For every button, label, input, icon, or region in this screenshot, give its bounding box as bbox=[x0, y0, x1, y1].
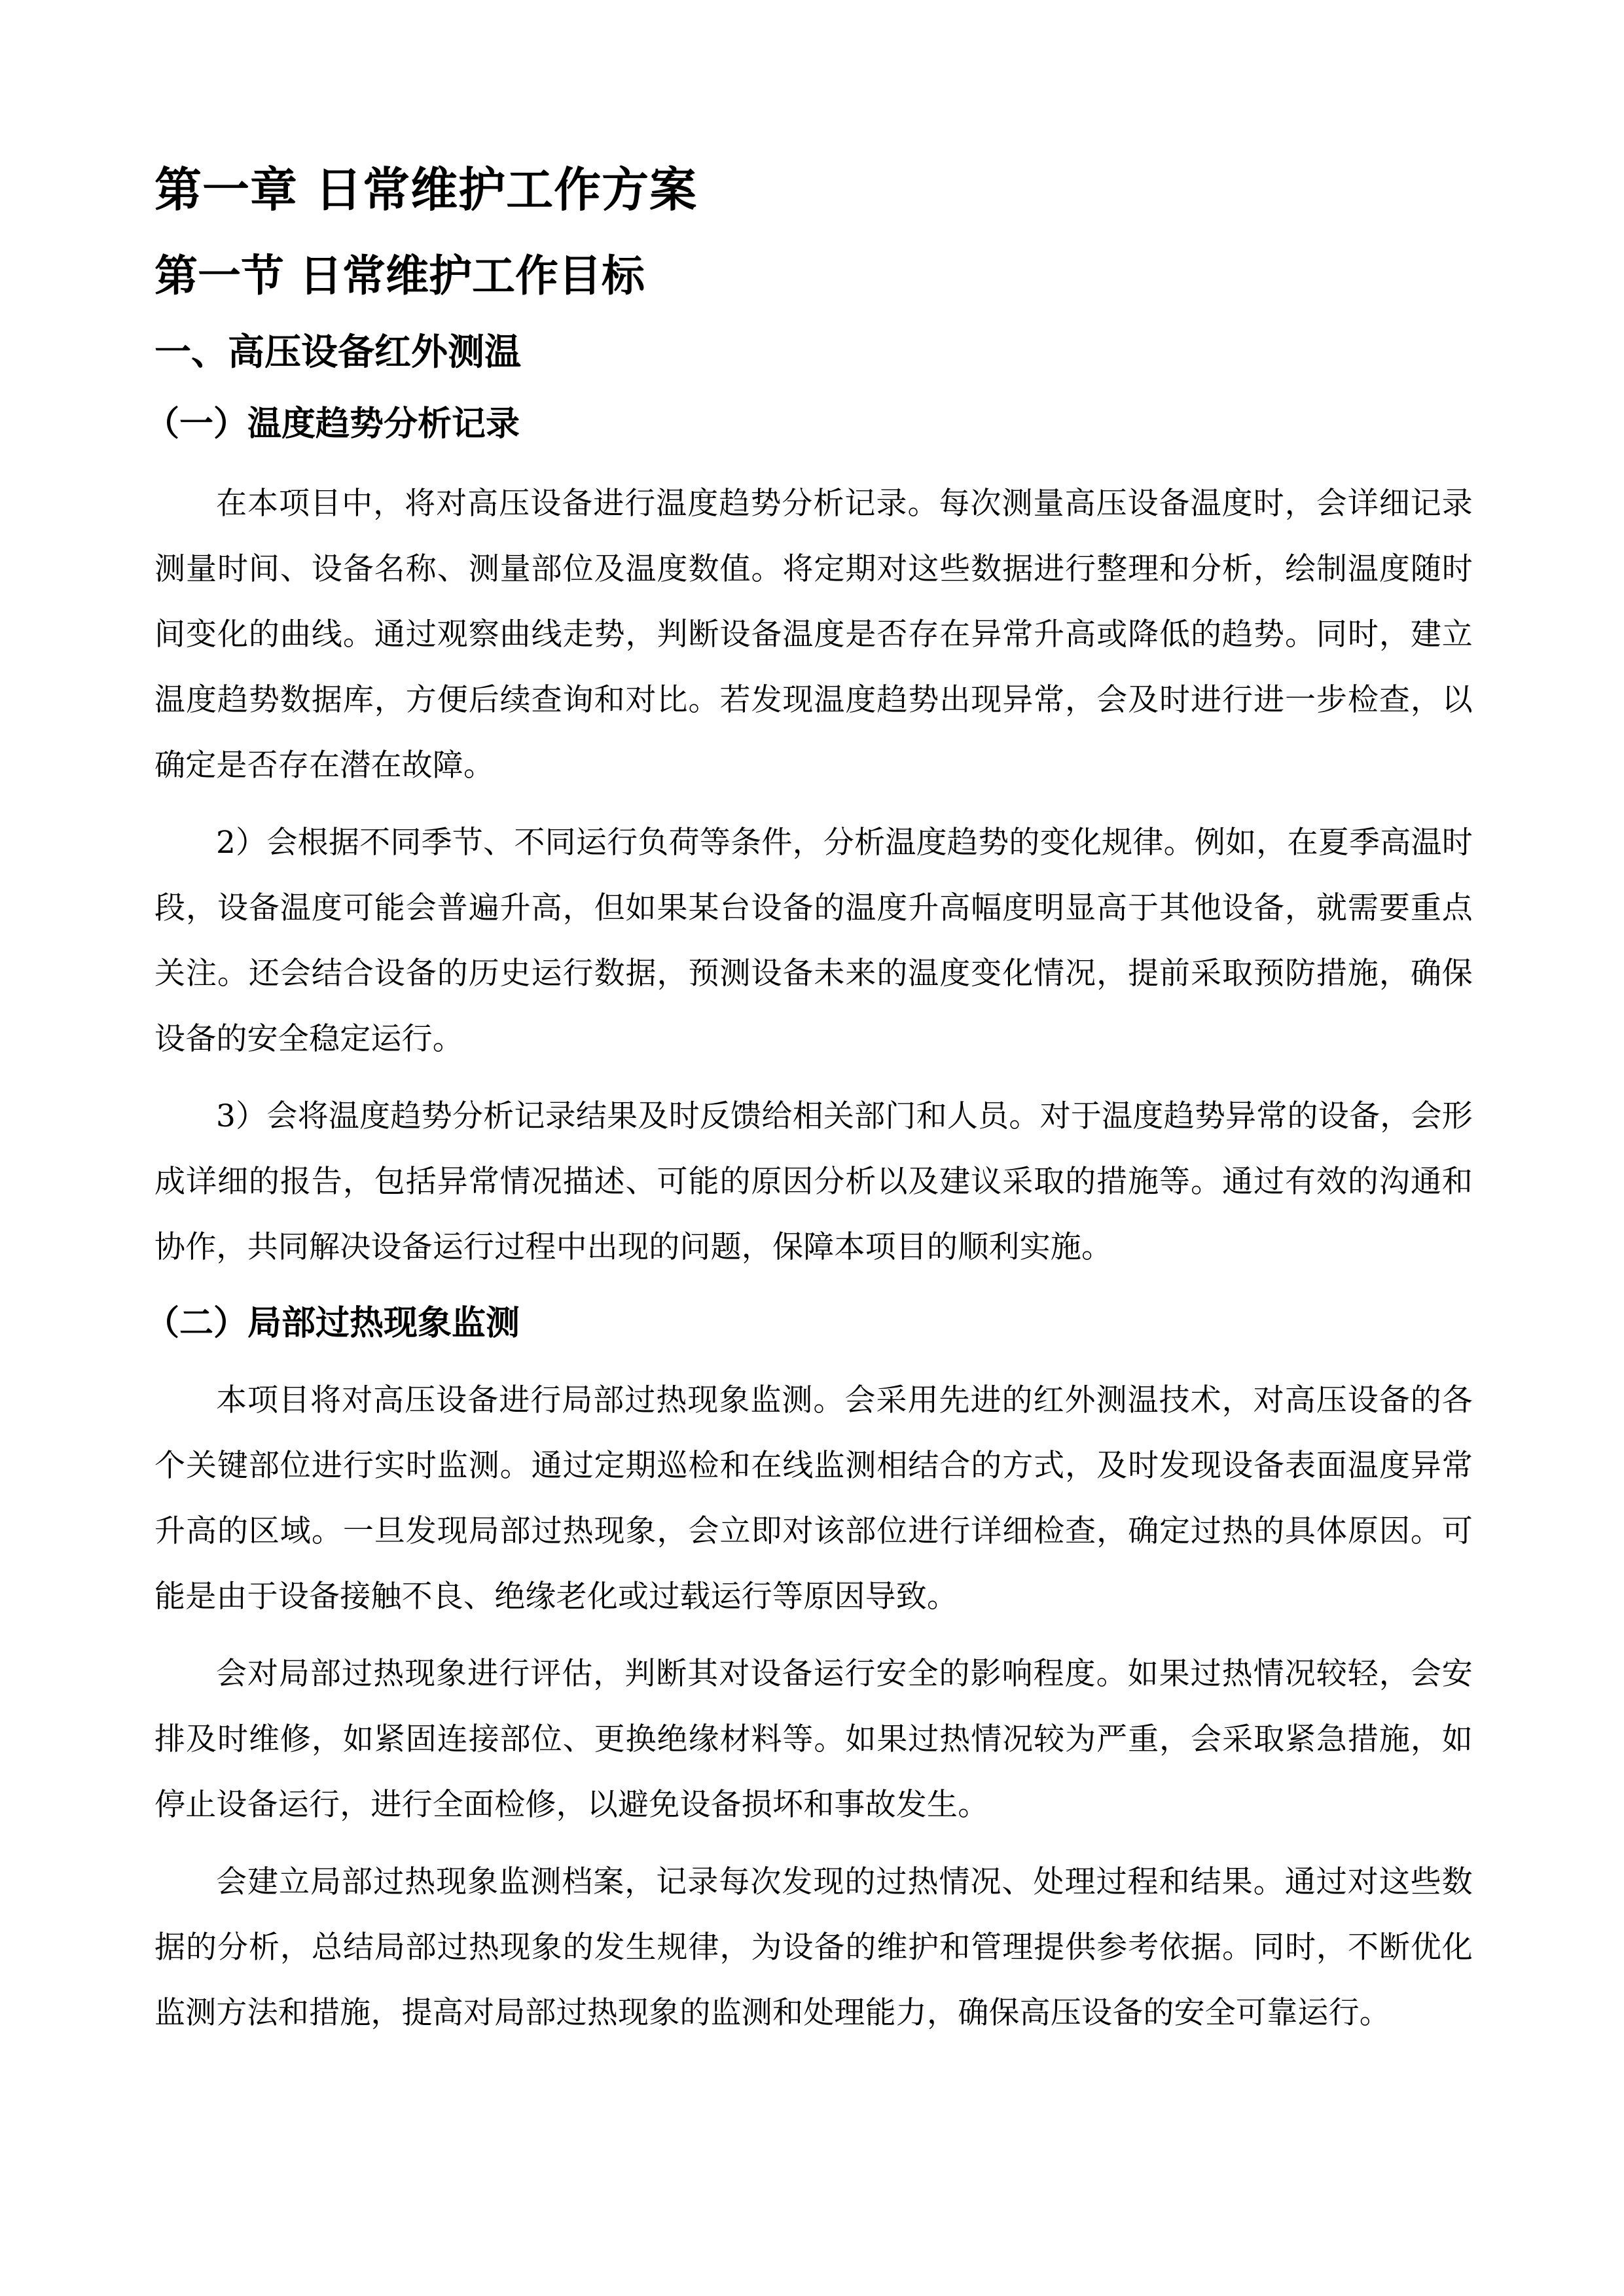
temperature-trend-paragraph-3: 3）会将温度趋势分析记录结果及时反馈给相关部门和人员。对于温度趋势异常的设备，会形成详细的报告，包括异常情况描述、可能的原因分析以及建议采取的措施等。通过有效的沟通和协作，共同解决设备运行过程中出现的问题，保障本项目的顺利实施。 bbox=[154, 1098, 1473, 1265]
local-overheating-section bbox=[145, 1296, 1473, 2046]
temperature-trend-title: （一）温度趋势分析记录 bbox=[145, 404, 520, 444]
document-content bbox=[145, 157, 1473, 2046]
local-overheating-title: （二）局部过热现象监测 bbox=[145, 1304, 520, 1343]
temperature-trend-paragraph-1: 在本项目中，将对高压设备进行温度趋势分析记录。每次测量高压设备温度时，会详细记录测量时间、设备名称、测量部位及温度数值。将定期对这些数据进行整理和分析，绘制温度随时间变化的曲线。通过观察曲线走势，判断设备温度是否存在异常升高或降低的趋势。同时，建立温度趋势数据库，方便后续查询和对比。若发现温度趋势出现异常，会及时进行进一步检查，以确定是否存在潜在故障。 bbox=[154, 486, 1473, 783]
subsection-title: 一、高压设备红外测温 bbox=[154, 331, 521, 374]
local-overheating-paragraph-1: 本项目将对高压设备进行局部过热现象监测。会采用先进的红外测温技术，对高压设备的各个关键部位进行实时监测。通过定期巡检和在线监测相结合的方式，及时发现设备表面温度异常升高的区域。一旦发现局部过热现象，会立即对该部位进行详细检查，确定过热的具体原因。可能是由于设备接触不良、绝缘老化或过载运行等原因导致。 bbox=[154, 1382, 1473, 1615]
section-title: 第一节 日常维护工作目标 bbox=[154, 251, 645, 301]
chapter-title: 第一章 日常维护工作方案 bbox=[154, 162, 698, 217]
temperature-trend-section bbox=[145, 397, 1473, 1280]
local-overheating-paragraph-2: 会对局部过热现象进行评估，判断其对设备运行安全的影响程度。如果过热情况较轻，会安排及时维修，如紧固连接部位、更换绝缘材料等。如果过热情况较为严重，会采取紧急措施，如停止设备运行，进行全面检修，以避免设备损坏和事故发生。 bbox=[154, 1656, 1473, 1823]
temperature-trend-paragraph-2: 2）会根据不同季节、不同运行负荷等条件，分析温度趋势的变化规律。例如，在夏季高温时段，设备温度可能会普遍升高，但如果某台设备的温度升高幅度明显高于其他设备，就需要重点关注。还会结合设备的历史运行数据，预测设备未来的温度变化情况，提前采取预防措施，确保设备的安全稳定运行。 bbox=[154, 825, 1473, 1057]
local-overheating-paragraph-3: 会建立局部过热现象监测档案，记录每次发现的过热情况、处理过程和结果。通过对这些数据的分析，总结局部过热现象的发生规律，为设备的维护和管理提供参考依据。同时，不断优化监测方法和措施，提高对局部过热现象的监测和处理能力，确保高压设备的安全可靠运行。 bbox=[154, 1864, 1473, 2031]
